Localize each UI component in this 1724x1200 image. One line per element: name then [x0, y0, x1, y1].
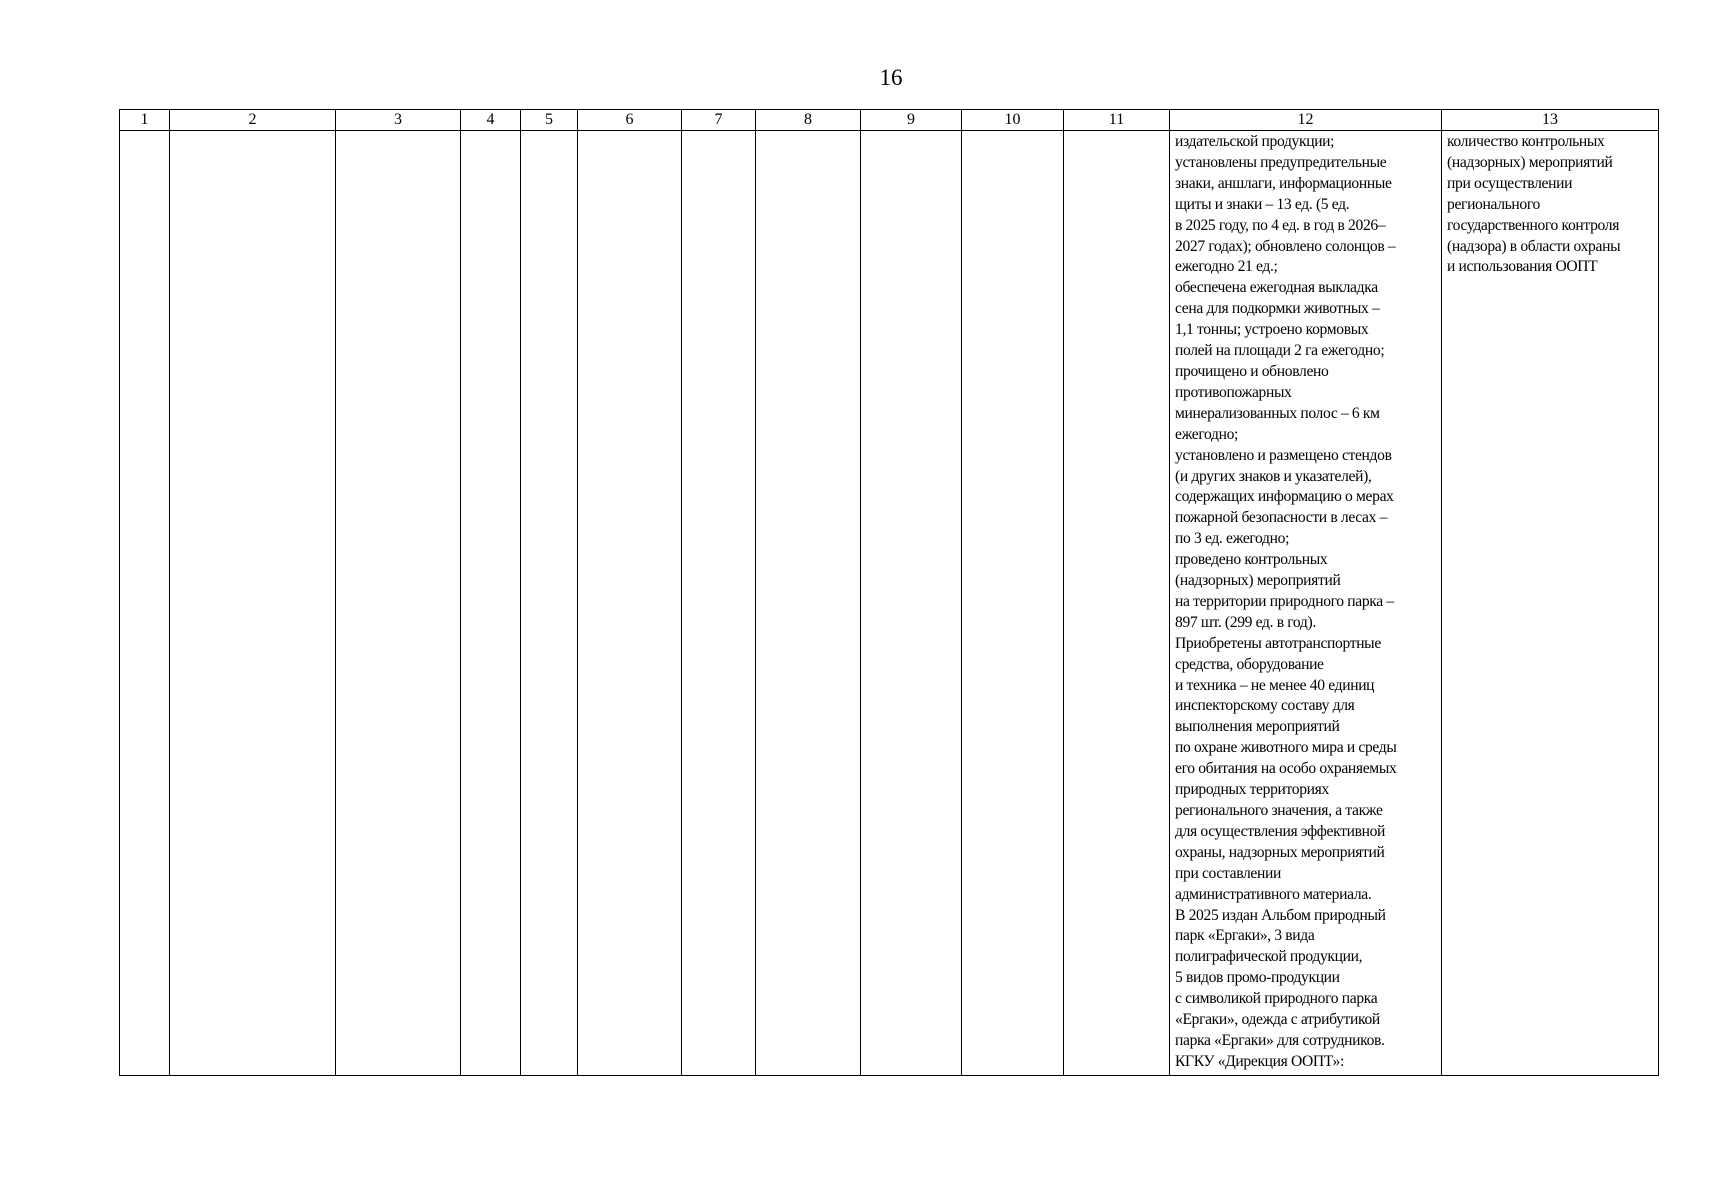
table-header-row — [120, 110, 1659, 131]
text-line: ежегодно; — [1175, 425, 1239, 443]
text-line: средства, оборудование — [1175, 655, 1324, 673]
text-line: В 2025 издан Альбом природный — [1175, 906, 1386, 924]
text-line: 5 видов промо-продукции — [1175, 969, 1340, 987]
text-line: при осуществлении — [1447, 174, 1573, 192]
table-cell-6 — [578, 131, 682, 1076]
text-line: в 2025 году, по 4 ед. в год в 2026– — [1175, 216, 1386, 234]
text-line: обеспечена ежегодная выкладка — [1175, 279, 1378, 297]
text-line: с символикой природного парка — [1175, 990, 1378, 1008]
page-number: 16 — [879, 65, 903, 90]
text-line: при составлении — [1175, 864, 1281, 882]
text-line: щиты и знаки – 13 ед. (5 ед. — [1175, 195, 1350, 213]
text-line: административного материала. — [1175, 885, 1372, 903]
text-line: на территории природного парка – — [1175, 592, 1394, 610]
table-cell-7 — [682, 131, 756, 1076]
text-line: охраны, надзорных мероприятий — [1175, 843, 1385, 861]
text-line: регионального значения, а также — [1175, 802, 1383, 819]
text-line: установлены предупредительные — [1175, 153, 1387, 171]
column-header-8: 8 — [756, 110, 861, 131]
text-line: для осуществления эффективной — [1175, 822, 1386, 840]
text-line: по охране животного мира и среды — [1175, 739, 1397, 757]
data-table — [119, 109, 1659, 1076]
text-line: (надзорных) мероприятий — [1175, 572, 1341, 590]
text-line: издательской продукции; — [1175, 133, 1335, 150]
column-header-12: 12 — [1170, 110, 1442, 131]
table-cell-1 — [120, 131, 170, 1076]
table-cell-9 — [861, 131, 962, 1076]
text-line: установлено и размещено стендов — [1175, 446, 1392, 464]
table-cell-2 — [170, 131, 336, 1076]
column-header-1: 1 — [120, 110, 170, 131]
table-cell-11 — [1064, 131, 1170, 1076]
table-cell-3 — [336, 131, 461, 1076]
text-line: полиграфической продукции, — [1175, 948, 1363, 966]
text-line: 897 шт. (299 ед. в год). — [1175, 613, 1316, 631]
text-line: выполнения мероприятий — [1175, 718, 1340, 736]
text-line: знаки, аншлаги, информационные — [1175, 174, 1392, 192]
column-header-2: 2 — [170, 110, 336, 131]
table-cell-13 — [1442, 131, 1659, 1076]
text-line: полей на площади 2 га ежегодно; — [1175, 342, 1385, 360]
text-line: природных территориях — [1175, 781, 1329, 799]
column-header-4: 4 — [461, 110, 521, 131]
text-line: (надзора) в области охраны — [1447, 237, 1621, 255]
text-line: парк «Ергаки», 3 вида — [1175, 927, 1315, 945]
text-line: проведено контрольных — [1175, 551, 1328, 569]
table-cell-4 — [461, 131, 521, 1076]
column-header-11: 11 — [1064, 110, 1170, 131]
table-cell-8 — [756, 131, 861, 1076]
column-header-3: 3 — [336, 110, 461, 131]
text-line: и использования ООПТ — [1447, 258, 1598, 276]
table-cell-10 — [962, 131, 1064, 1076]
text-line: ежегодно 21 ед.; — [1175, 258, 1278, 276]
column-header-6: 6 — [578, 110, 682, 131]
text-line: регионального — [1447, 195, 1540, 213]
text-line: инспекторскому составу для — [1175, 697, 1355, 715]
results-text — [1170, 131, 1441, 1073]
text-line: КГКУ «Дирекция ООПТ»: — [1175, 1052, 1344, 1070]
text-line: количество контрольных — [1447, 133, 1605, 150]
text-line: его обитания на особо охраняемых — [1175, 760, 1397, 778]
text-line: минерализованных полос – 6 км — [1175, 404, 1380, 422]
text-line: Приобретены автотранспортные — [1175, 634, 1381, 652]
column-header-9: 9 — [861, 110, 962, 131]
text-line: и техника – не менее 40 единиц — [1175, 676, 1375, 694]
column-header-10: 10 — [962, 110, 1064, 131]
text-line: «Ергаки», одежда с атрибутикой — [1175, 1011, 1380, 1029]
text-line: 2027 годах); обновлено солонцов – — [1175, 237, 1396, 255]
table-cell-12 — [1170, 131, 1442, 1076]
text-line: содержащих информацию о мерах — [1175, 488, 1394, 506]
text-line: парка «Ергаки» для сотрудников. — [1175, 1031, 1385, 1049]
column-header-5: 5 — [521, 110, 578, 131]
text-line: пожарной безопасности в лесах – — [1175, 509, 1388, 527]
table-row — [120, 131, 1659, 1076]
column-header-13: 13 — [1442, 110, 1659, 131]
text-line: (надзорных) мероприятий — [1447, 153, 1613, 171]
text-line: сена для подкормки животных – — [1175, 300, 1380, 318]
text-line: (и других знаков и указателей), — [1175, 467, 1372, 485]
text-line: по 3 ед. ежегодно; — [1175, 530, 1290, 548]
text-line: противопожарных — [1175, 383, 1292, 401]
text-line: прочищено и обновлено — [1175, 362, 1329, 380]
text-line: 1,1 тонны; устроено кормовых — [1175, 321, 1369, 339]
text-line: государственного контроля — [1447, 216, 1620, 234]
table-cell-5 — [521, 131, 578, 1076]
indicator-text — [1442, 131, 1658, 278]
column-header-7: 7 — [682, 110, 756, 131]
